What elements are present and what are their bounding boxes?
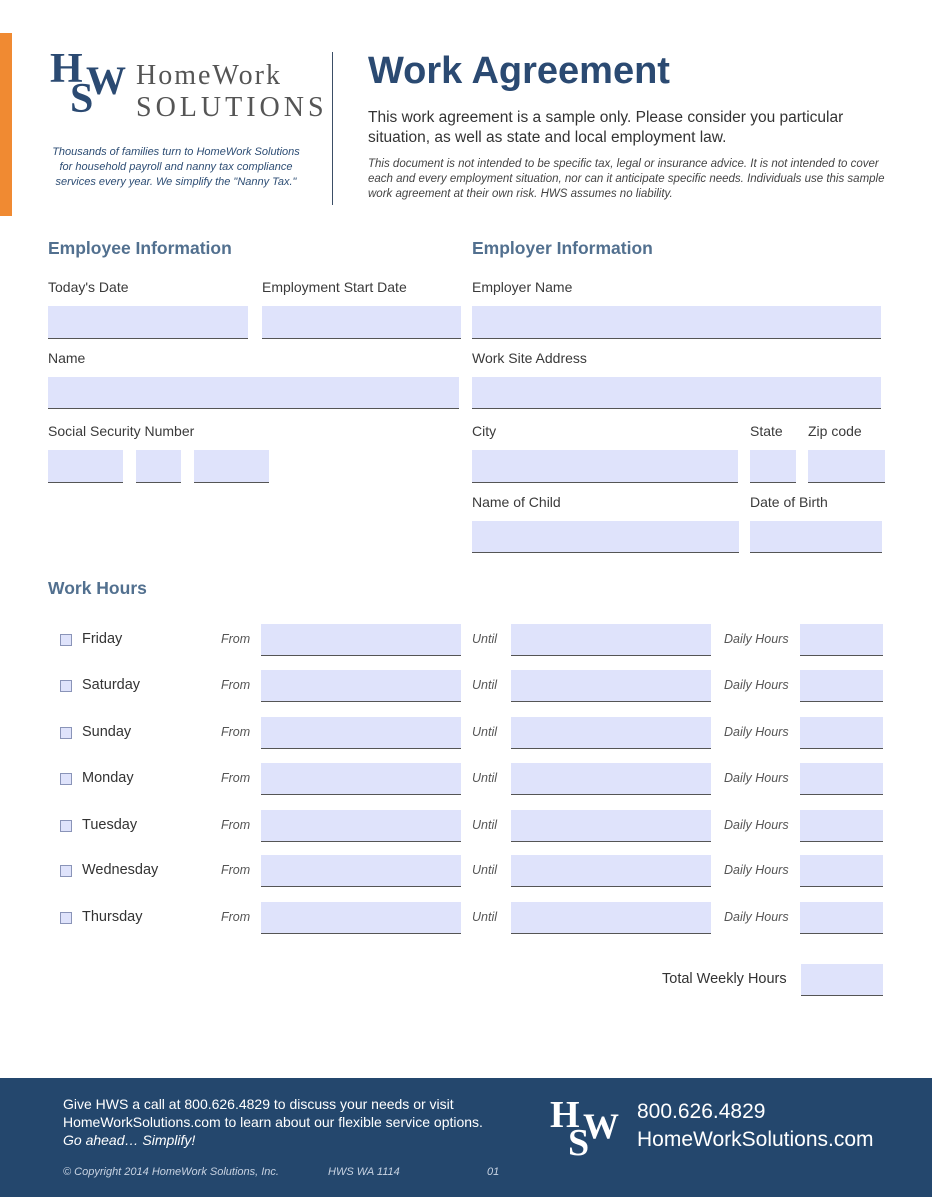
accent-bar [0,33,12,216]
until-time-field[interactable] [511,763,711,795]
until-label: Until [472,678,498,692]
svg-text:H: H [550,1094,580,1136]
from-time-field[interactable] [261,810,461,842]
daily-hours-field[interactable] [800,855,883,887]
daily-hours-label: Daily Hours [724,910,789,924]
total-weekly-hours-field[interactable] [801,964,883,996]
from-time-field[interactable] [261,902,461,934]
footer-phone[interactable]: 800.626.4829 [637,1100,766,1123]
disclaimer-text: This document is not intended to be specific tax, legal or insurance advice. It is not intended to cover each and every employment situation, nor can it anticipate specific needs. Individuals use this sample work agreement at their own risk. HWS assumes no liability. [368,158,885,200]
day-checkbox[interactable] [60,865,72,877]
until-time-field[interactable] [511,855,711,887]
ssn-part1-field[interactable] [48,450,123,483]
ssn-part2-field[interactable] [136,450,181,483]
day-checkbox[interactable] [60,680,72,692]
until-time-field[interactable] [511,717,711,749]
footer-form-code: HWS WA 1114 [328,1166,400,1178]
daily-hours-label: Daily Hours [724,678,789,692]
work-site-address-field[interactable] [472,377,881,409]
until-time-field[interactable] [511,810,711,842]
until-label: Until [472,910,498,924]
intro-text: This work agreement is a sample only. Please consider you particular situation, as well as state and local employment law. [368,109,844,146]
zip-code-label: Zip code [808,423,862,439]
footer-page-number: 01 [487,1166,500,1178]
from-time-field[interactable] [261,717,461,749]
daily-hours-field[interactable] [800,624,883,656]
state-field[interactable] [750,450,796,483]
city-field[interactable] [472,450,738,483]
svg-text:H: H [50,46,83,92]
day-label: Friday [82,631,123,647]
day-label: Tuesday [82,817,138,833]
page-title: Work Agreement [368,50,670,92]
child-name-field[interactable] [472,521,739,553]
daily-hours-field[interactable] [800,717,883,749]
employer-name-field[interactable] [472,306,881,339]
footer-contact-text: Give HWS a call at 800.626.4829 to discuss your needs or visit HomeWorkSolutions.com to learn about our flexible service options. [63,1096,483,1130]
state-label: State [750,423,783,439]
footer-hws-logo-mark [548,1094,622,1160]
from-label: From [221,678,251,692]
day-label: Saturday [82,677,141,693]
day-checkbox[interactable] [60,773,72,785]
hws-logo-mark [48,46,128,118]
until-label: Until [472,818,498,832]
from-label: From [221,771,251,785]
date-of-birth-field[interactable] [750,521,882,553]
brand-tagline: Thousands of families turn to HomeWork Solutions for household payroll and nanny tax compliance services every year. We simplify the "Nanny Tax." [52,146,300,188]
day-label: Wednesday [82,862,159,878]
footer-copyright: © Copyright 2014 HomeWork Solutions, Inc. [63,1166,279,1178]
day-checkbox[interactable] [60,912,72,924]
until-label: Until [472,863,498,877]
employee-info-heading: Employee Information [48,238,232,258]
header-divider [332,52,333,205]
daily-hours-label: Daily Hours [724,771,789,785]
employer-name-label: Employer Name [472,279,573,295]
total-weekly-hours-label: Total Weekly Hours [662,971,787,987]
day-checkbox[interactable] [60,634,72,646]
start-date-field[interactable] [262,306,461,339]
from-time-field[interactable] [261,670,461,702]
svg-text:W: W [583,1106,619,1146]
daily-hours-label: Daily Hours [724,818,789,832]
work-site-address-label: Work Site Address [472,350,587,366]
ssn-label: Social Security Number [48,423,195,439]
until-label: Until [472,771,498,785]
until-time-field[interactable] [511,670,711,702]
day-label: Thursday [82,909,143,925]
employee-name-field[interactable] [48,377,459,409]
day-label: Monday [82,770,134,786]
todays-date-label: Today's Date [48,279,129,295]
until-label: Until [472,725,498,739]
from-label: From [221,725,251,739]
todays-date-field[interactable] [48,306,248,339]
until-time-field[interactable] [511,624,711,656]
daily-hours-field[interactable] [800,810,883,842]
date-of-birth-label: Date of Birth [750,494,828,510]
svg-text:W: W [86,58,126,103]
svg-text:S: S [568,1122,590,1160]
from-time-field[interactable] [261,624,461,656]
daily-hours-field[interactable] [800,670,883,702]
footer-website-link[interactable]: HomeWorkSolutions.com [637,1128,874,1151]
until-label: Until [472,632,498,646]
day-checkbox[interactable] [60,727,72,739]
from-time-field[interactable] [261,763,461,795]
city-label: City [472,423,497,439]
from-label: From [221,632,251,646]
daily-hours-field[interactable] [800,902,883,934]
footer-cta: Go ahead… Simplify! [63,1132,196,1148]
from-label: From [221,818,251,832]
employee-name-label: Name [48,350,86,366]
daily-hours-label: Daily Hours [724,725,789,739]
daily-hours-field[interactable] [800,763,883,795]
day-label: Sunday [82,724,132,740]
work-hours-heading: Work Hours [48,578,147,598]
daily-hours-label: Daily Hours [724,632,789,646]
brand-name-line1: HomeWork [136,60,282,91]
from-label: From [221,863,251,877]
brand-name-line2: SOLUTIONS [136,92,328,123]
ssn-part3-field[interactable] [194,450,269,483]
from-time-field[interactable] [261,855,461,887]
employer-info-heading: Employer Information [472,238,653,258]
svg-text:S: S [70,76,94,118]
zip-code-field[interactable] [808,450,885,483]
daily-hours-label: Daily Hours [724,863,789,877]
child-name-label: Name of Child [472,494,561,510]
from-label: From [221,910,251,924]
day-checkbox[interactable] [60,820,72,832]
until-time-field[interactable] [511,902,711,934]
start-date-label: Employment Start Date [262,279,407,295]
